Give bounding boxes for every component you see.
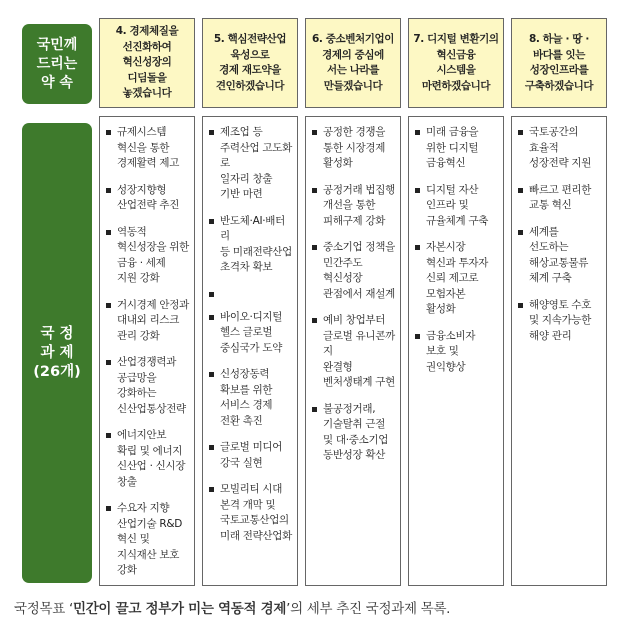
goal-header-5: 5. 핵심전략산업 육성으로 경제 재도약을 견인하겠습니다 [202, 18, 298, 108]
caption-emphasis: 민간이 끌고 정부가 미는 역동적 경제 [72, 601, 287, 617]
figure-caption [14, 597, 614, 617]
task-item [208, 287, 293, 299]
task-item: 중소기업 정책을 민간주도 혁신성장 관점에서 재설계 [311, 240, 396, 302]
task-item: 신성장동력 확보를 위한 서비스 경제 전환 촉진 [208, 367, 293, 429]
task-item: 바이오·디지털 헬스 글로벌 중심국가 도약 [208, 310, 293, 357]
task-item: 모빌리티 시대 본격 개막 및 국토교통산업의 미래 전략산업화 [208, 482, 293, 544]
task-item: 국토공간의 효율적 성장전략 지원 [517, 125, 602, 172]
goal-header-8: 8. 하늘 · 땅 · 바다를 잇는 성장인프라를 구축하겠습니다 [511, 18, 607, 108]
caption-prefix: 국정목표 ‘ [14, 601, 73, 617]
task-item: 거시경제 안정과 대내외 리스크 관리 강화 [105, 298, 190, 345]
goal-header-6: 6. 중소벤처기업이 경제의 중심에 서는 나라를 만들겠습니다 [305, 18, 401, 108]
task-item: 공정한 경쟁을 통한 시장경제 활성화 [311, 125, 396, 172]
task-column-7 [408, 116, 504, 586]
goal-header-7: 7. 디지털 변환기의 혁신금융 시스템을 마련하겠습니다 [408, 18, 504, 108]
task-list [311, 125, 396, 464]
task-item: 디지털 자산 인프라 및 규율체계 구축 [414, 183, 499, 230]
task-item: 글로벌 미디어 강국 실현 [208, 440, 293, 471]
promise-label-line: 약 속 [41, 74, 73, 91]
task-item: 자본시장 혁신과 투자자 신뢰 제고로 모험자본 활성화 [414, 240, 499, 318]
task-item: 예비 창업부터 글로벌 유니콘까지 완결형 벤처생태계 구현 [311, 313, 396, 391]
task-item: 에너지안보 확립 및 에너지 신산업 · 신시장 창출 [105, 428, 190, 490]
promise-label [22, 24, 92, 104]
task-item: 미래 금융을 위한 디지털 금융혁신 [414, 125, 499, 172]
task-item: 수요자 지향 산업기술 R&D 혁신 및 지식재산 보호 강화 [105, 501, 190, 579]
task-list [105, 125, 190, 579]
task-item: 공정거래 법집행 개선을 통한 피해구제 강화 [311, 183, 396, 230]
task-item: 반도체·AI·배터리 등 미래전략산업 초격차 확보 [208, 214, 293, 276]
task-item: 규제시스템 혁신을 통한 경제활력 제고 [105, 125, 190, 172]
task-item: 해양영토 수호 및 지속가능한 해양 관리 [517, 298, 602, 345]
task-list [414, 125, 499, 375]
national-tasks-label [22, 123, 92, 583]
task-item: 산업경쟁력과 공급망을 강화하는 신산업통상전략 [105, 355, 190, 417]
task-column-5 [202, 116, 298, 586]
task-item: 제조업 등 주력산업 고도화로 일자리 창출 기반 마련 [208, 125, 293, 203]
task-column-8 [511, 116, 607, 586]
task-item: 불공정거래, 기술탈취 근절 및 대·중소기업 동반성장 확산 [311, 402, 396, 464]
goal-header-4: 4. 경제체질을 선진화하여 혁신성장의 디딤돌을 놓겠습니다 [99, 18, 195, 108]
task-item: 금융소비자 보호 및 권익향상 [414, 329, 499, 376]
caption-suffix: ’의 세부 추진 국정과제 목록. [286, 601, 451, 617]
task-item: 세계를 선도하는 해상교통물류 체계 구축 [517, 225, 602, 287]
task-item: 빠르고 편리한 교통 혁신 [517, 183, 602, 214]
promise-label-line: 국민께 [36, 36, 78, 53]
task-item: 성장지향형 산업전략 추진 [105, 183, 190, 214]
task-list [517, 125, 602, 344]
tasks-label-line: (26개) [33, 363, 81, 380]
tasks-label-line: 과 제 [40, 344, 74, 361]
task-list [208, 125, 293, 544]
promise-label-line: 드리는 [36, 55, 78, 72]
tasks-label-line: 국 정 [40, 325, 74, 342]
task-column-4 [99, 116, 195, 586]
task-column-6 [305, 116, 401, 586]
task-item: 역동적 혁신성장을 위한 금융 · 세제 지원 강화 [105, 225, 190, 287]
